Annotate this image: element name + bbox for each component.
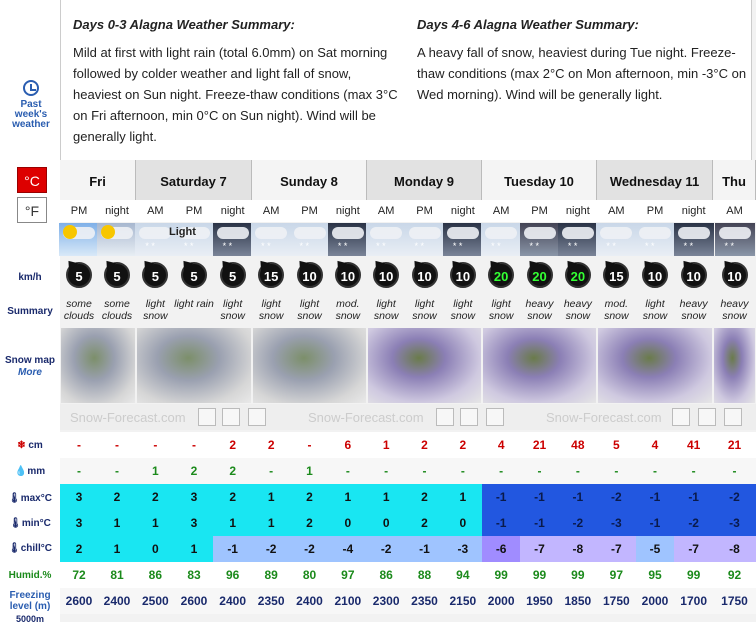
period-label: AM	[147, 205, 164, 217]
period-label: night	[450, 205, 475, 217]
sun-toggle-icon[interactable]	[248, 408, 266, 426]
weather-summary-cell: light snow	[373, 298, 399, 322]
humid-cell: 97	[609, 568, 623, 582]
rain-mm-cell: 2	[190, 464, 198, 478]
summary-days-4-6	[417, 14, 747, 105]
day-header: Sunday 8	[252, 160, 367, 200]
thermometer-icon: 🌡	[8, 493, 21, 504]
rain-mm-cell: -	[732, 464, 737, 478]
weather-summary-cell: light rain	[174, 298, 214, 310]
max-c-cell: 3	[190, 490, 198, 504]
max-c-cell: 1	[267, 490, 275, 504]
partly-cloudy-icon	[59, 223, 99, 256]
chill-c-cell: -1	[419, 542, 430, 556]
max-c-cell: 2	[421, 490, 428, 504]
period-label: AM	[726, 205, 743, 217]
freezing-cell: 1750	[721, 594, 748, 608]
wind-speed-cell	[675, 262, 713, 290]
period-label: night	[105, 205, 129, 217]
rain-mm-cell: -	[653, 464, 657, 478]
chill-c-cell: 1	[113, 542, 121, 556]
watermark-text: Snow-Forecast.com	[70, 410, 186, 425]
humid-row	[60, 562, 756, 588]
wind-arrow-icon: 5	[181, 262, 207, 288]
wind-speed-cell	[252, 262, 290, 290]
raindrop-icon: 💧	[14, 466, 28, 477]
snow-cloud-icon: * *	[290, 223, 330, 256]
min-c-cell: 2	[421, 516, 428, 530]
rain-mm-cell: -	[575, 464, 580, 478]
period-label: night	[565, 205, 590, 217]
summary-days-4-6-text: A heavy fall of snow, heaviest during Tue night. Freeze-thaw conditions (max 2°C on Mon afternoon, min -3°C on Wed morning). Wind will be generally light.	[417, 45, 747, 102]
humid-cell: 96	[225, 568, 240, 582]
wind-speed-cell	[521, 262, 559, 290]
snow-cloud-icon: * *	[251, 223, 291, 256]
rain-mm-cell: -	[422, 464, 427, 478]
min-c-row	[60, 510, 756, 536]
snow-cloud-icon: * *	[558, 223, 598, 256]
rain-mm-cell: -	[115, 464, 119, 478]
wind-speed-cell	[636, 262, 674, 290]
snow-cm-cell: 6	[344, 438, 352, 452]
wind-speed-cell	[329, 262, 367, 290]
freezing-level-label: Freezing level (m)	[9, 590, 51, 612]
wind-arrow-icon: 15	[603, 262, 629, 288]
max-c-cell: 2	[113, 490, 121, 504]
humid-cell: 80	[302, 568, 317, 582]
humid-cell: 81	[110, 568, 124, 582]
chill-c-cell: -6	[495, 542, 507, 556]
rain-mm-cell: -	[614, 464, 619, 478]
snow-cm-cell: -	[77, 438, 81, 452]
weather-summary-cell: heavy snow	[563, 298, 592, 322]
chill-c-cell: -2	[304, 542, 315, 556]
wind-speed-cell	[597, 262, 635, 290]
wind-speed-cell	[214, 262, 252, 290]
min-c-cell: 1	[229, 516, 236, 530]
max-c-cell: -1	[572, 490, 584, 504]
wind-speed-cell	[444, 262, 482, 290]
chill-c-cell: -1	[227, 542, 238, 556]
chill-c-cell: -4	[342, 542, 354, 556]
light-rain-label: Light	[169, 226, 196, 238]
partly-cloudy-icon	[97, 223, 137, 256]
wind-speed-cell	[367, 262, 405, 290]
rain-mm-text: mm	[27, 466, 46, 477]
snow-map-label: Snow map	[4, 355, 55, 366]
snow-cloud-icon: * *	[366, 223, 406, 256]
max-temp-label	[0, 493, 60, 504]
wind-arrow-icon: 5	[220, 262, 246, 288]
snow-cm-cell: -	[115, 438, 119, 452]
day-header: Saturday 7	[136, 160, 252, 200]
freezing-cell: 2400	[296, 594, 323, 608]
snow-cloud-icon: * *	[481, 223, 521, 256]
min-c-cell: 0	[382, 516, 390, 530]
snow-map-image[interactable]	[368, 328, 481, 403]
wind-speed-cell	[716, 262, 754, 290]
humid-cell: 99	[532, 568, 547, 582]
freezing-cell: 1700	[680, 594, 707, 608]
celsius-toggle[interactable]: °C	[17, 167, 47, 193]
snow-cm-cell: 1	[382, 438, 390, 452]
snow-cm-cell: 2	[267, 438, 275, 452]
min-temp-text: min°C	[21, 518, 51, 529]
weather-summary-cell: mod. snow	[335, 298, 361, 322]
max-c-cell: -2	[729, 490, 740, 504]
max-c-cell: -1	[534, 490, 545, 504]
rain-mm-cell: -	[499, 464, 504, 478]
period-label: PM	[416, 205, 433, 217]
weather-summary-cell: heavy snow	[720, 298, 749, 322]
snow-map-image[interactable]	[483, 328, 596, 403]
weather-summary-cell: heavy snow	[525, 298, 554, 322]
humid-cell: 99	[494, 568, 508, 582]
wind-arrow-icon: 5	[142, 262, 168, 288]
wind-arrow-icon: 10	[335, 262, 361, 288]
snow-map-image[interactable]	[598, 328, 712, 403]
period-label: AM	[262, 205, 280, 217]
freezing-cell: 2500	[141, 594, 169, 608]
replay-icon[interactable]	[436, 408, 454, 426]
max-c-cell: 3	[75, 490, 83, 504]
snow-cloud-icon: * *	[635, 223, 675, 256]
humid-cell: 92	[727, 568, 742, 582]
summary-days-4-6-title: Days 4-6 Alagna Weather Summary:	[417, 17, 639, 32]
rain-mm-cell: -	[537, 464, 542, 478]
chill-temp-text: chill°C	[20, 543, 52, 554]
min-c-cell: 2	[306, 516, 313, 530]
past-weather-link[interactable]	[6, 80, 56, 130]
wind-speed-cell	[406, 262, 444, 290]
chill-c-cell: -2	[265, 542, 277, 556]
wind-unit-label: km/h	[18, 272, 42, 283]
humid-cell: 99	[571, 568, 585, 582]
snow-map-more-link[interactable]: More	[18, 367, 42, 378]
wind-speed-cell	[559, 262, 597, 290]
snow-cloud-icon: * *	[213, 223, 253, 256]
period-label: night	[220, 205, 245, 217]
wind-speed-cell	[136, 262, 174, 290]
freezing-cell: 2400	[103, 594, 131, 608]
humid-cell: 95	[648, 568, 662, 582]
watermark-text: Snow-Forecast.com	[546, 410, 662, 425]
wind-speed-cell	[175, 262, 213, 290]
min-c-cell: -1	[495, 516, 507, 530]
min-temp-label	[0, 518, 60, 529]
max-c-cell: 1	[344, 490, 352, 504]
summary-days-0-3-title: Days 0-3 Alagna Weather Summary:	[73, 17, 295, 32]
chill-temp-label	[0, 543, 60, 554]
max-c-cell: 2	[306, 490, 313, 504]
chill-c-cell: -2	[380, 542, 392, 556]
chill-c-cell: -3	[457, 542, 469, 556]
max-c-cell: -2	[610, 490, 622, 504]
humid-cell: 88	[417, 568, 432, 582]
max-c-cell: 2	[151, 490, 159, 504]
snow-cloud-icon: * *	[674, 223, 714, 256]
wind-arrow-icon: 10	[642, 262, 668, 288]
wind-arrow-icon: 10	[373, 262, 399, 288]
wind-arrow-icon: 20	[488, 262, 514, 288]
snow-cm-cell: 2	[459, 438, 467, 452]
replay-icon[interactable]	[460, 408, 478, 426]
weather-summary-cell: light snow	[412, 298, 437, 322]
chill-c-cell: -7	[534, 542, 545, 556]
freezing-cell: 2150	[449, 594, 477, 608]
humid-cell: 99	[686, 568, 701, 582]
weather-summary-cell: light snow	[297, 298, 322, 322]
summary-label: Summary	[7, 306, 53, 317]
min-c-cell: -2	[572, 516, 584, 530]
freezing-cell: 2100	[334, 594, 362, 608]
wind-arrow-icon: 20	[527, 262, 553, 288]
snow-cloud-icon: * *	[443, 223, 483, 256]
weather-summary-cell: heavy snow	[679, 298, 708, 322]
wind-speed-cell	[482, 262, 520, 290]
freezing-cell: 1950	[526, 594, 553, 608]
snow-map-image[interactable]	[61, 328, 135, 403]
replay-icon[interactable]	[198, 408, 216, 426]
rain-mm-row	[60, 458, 756, 484]
rain-mm-cell: 2	[229, 464, 236, 478]
snow-cloud-icon: * *	[520, 223, 560, 256]
replay-icon[interactable]	[672, 408, 690, 426]
min-c-cell: 1	[267, 516, 275, 530]
weather-summary-cell: light snow	[450, 298, 476, 322]
freezing-cell: 1750	[602, 594, 630, 608]
humid-cell: 97	[341, 568, 355, 582]
rain-mm-cell: -	[384, 464, 389, 478]
freezing-cell: 2000	[641, 594, 669, 608]
wind-arrow-icon: 5	[66, 262, 92, 288]
past-weather-label: Past week's weather	[12, 99, 50, 130]
rain-mm-cell: 1	[151, 464, 159, 478]
rain-mm-cell: -	[345, 464, 350, 478]
rain-mm-cell: -	[460, 464, 465, 478]
period-label: PM	[646, 205, 664, 217]
freezing-cell: 2000	[487, 594, 515, 608]
chill-c-cell: 1	[190, 542, 198, 556]
humidity-label: Humid.%	[8, 570, 52, 581]
wind-speed-cell	[60, 262, 98, 290]
weather-summary-cell: light snow	[220, 298, 245, 322]
min-c-cell: 3	[190, 516, 198, 530]
max-c-cell: 2	[229, 490, 236, 504]
sun-toggle-icon[interactable]	[724, 408, 742, 426]
max-c-cell: -1	[495, 490, 507, 504]
snow-cm-cell: -	[192, 438, 196, 452]
wind-speed-cell	[98, 262, 136, 290]
period-label: PM	[185, 205, 203, 217]
snow-cm-cell: 41	[686, 438, 701, 452]
chill-c-cell: 2	[75, 542, 83, 556]
snow-cm-cell: 2	[421, 438, 428, 452]
min-c-cell: 0	[344, 516, 352, 530]
max-c-cell: -1	[649, 490, 661, 504]
snow-cm-text: cm	[28, 440, 43, 451]
period-label: night	[681, 205, 706, 217]
snow-cloud-icon: * *	[715, 223, 755, 256]
humid-cell: 86	[148, 568, 162, 582]
max-c-cell: 1	[459, 490, 467, 504]
freezing-cell: 2350	[257, 594, 285, 608]
min-c-cell: 1	[113, 516, 121, 530]
wind-arrow-icon: 15	[258, 262, 284, 288]
snowflake-icon: ❄	[17, 440, 29, 451]
chill-c-cell: -8	[572, 542, 584, 556]
weather-summary-cell: light snow	[258, 298, 284, 322]
humid-cell: 94	[456, 568, 470, 582]
rain-mm-cell: -	[77, 464, 81, 478]
snow-cm-cell: -	[153, 438, 158, 452]
snow-cm-cell: 21	[532, 438, 547, 452]
map-controls-band	[60, 404, 756, 430]
humid-cell: 86	[379, 568, 393, 582]
freezing-cell: 2400	[219, 594, 246, 608]
humid-cell: 72	[72, 568, 86, 582]
day-header: Wednesday 11	[597, 160, 713, 200]
snow-cm-cell: 5	[612, 438, 620, 452]
min-c-cell: -3	[729, 516, 740, 530]
replay-icon[interactable]	[698, 408, 716, 426]
rain-mm-cell: -	[691, 464, 696, 478]
rain-mm-cell: 1	[306, 464, 313, 478]
humid-cell: 89	[264, 568, 278, 582]
max-c-cell: 1	[382, 490, 390, 504]
day-header: Thu	[713, 160, 756, 200]
summary-days-0-3	[73, 14, 403, 147]
weather-summary-panel	[60, 0, 752, 160]
freezing-row	[60, 588, 756, 614]
period-label: night	[335, 205, 360, 217]
chill-c-row	[60, 536, 756, 562]
min-c-cell: 0	[459, 516, 467, 530]
min-c-cell: 3	[75, 516, 83, 530]
day-header: Monday 9	[367, 160, 482, 200]
rain-mm-cell: -	[269, 464, 274, 478]
snow-cm-label	[0, 440, 60, 451]
wind-arrow-icon: 10	[297, 262, 323, 288]
chill-c-cell: -8	[729, 542, 740, 556]
chill-c-cell: -7	[688, 542, 699, 556]
humid-cell: 83	[187, 568, 201, 582]
chill-c-cell: 0	[151, 542, 159, 556]
watermark-text: Snow-Forecast.com	[308, 410, 424, 425]
wind-arrow-icon: 10	[412, 262, 438, 288]
weather-summary-cell: light snow	[143, 298, 168, 322]
wind-arrow-icon: 10	[681, 262, 707, 288]
wind-arrow-icon: 20	[565, 262, 591, 288]
snow-map-image[interactable]	[714, 328, 755, 403]
forecast-table	[60, 160, 756, 622]
period-label: AM	[377, 205, 395, 217]
snow-cm-cell: 21	[727, 438, 742, 452]
snow-cloud-icon: * *	[135, 223, 175, 256]
snow-cm-cell: 4	[497, 438, 505, 452]
freezing-cell: 2300	[372, 594, 400, 608]
snow-cm-row	[60, 432, 756, 458]
freezing-cell: 2350	[411, 594, 438, 608]
clock-icon	[23, 80, 39, 96]
weather-summary-cell: light snow	[642, 298, 668, 322]
max-temp-text: max°C	[20, 493, 52, 504]
weather-summary-cell: mod. snow	[604, 298, 629, 322]
freezing-cell: 2600	[180, 594, 208, 608]
day-header: Fri	[60, 160, 136, 200]
snow-cm-cell: 4	[651, 438, 659, 452]
chill-c-cell: -5	[649, 542, 661, 556]
max-c-cell: -1	[688, 490, 699, 504]
wind-speed-cell	[291, 262, 329, 290]
wind-arrow-icon: 10	[450, 262, 476, 288]
period-label: PM	[301, 205, 318, 217]
weather-summary-cell: some clouds	[63, 298, 95, 322]
min-c-cell: 1	[151, 516, 159, 530]
period-label: AM	[492, 205, 510, 217]
snow-cloud-icon: * *	[174, 223, 214, 256]
thermometer-icon: 🌡	[8, 543, 21, 554]
row-labels-column	[0, 0, 60, 622]
period-label: PM	[70, 205, 88, 217]
min-c-cell: -3	[610, 516, 622, 530]
wind-arrow-icon: 10	[722, 262, 748, 288]
snow-cloud-icon: * *	[596, 223, 636, 256]
rain-mm-label	[0, 466, 60, 477]
freezing-cell: 1850	[564, 594, 592, 608]
min-c-cell: -1	[649, 516, 661, 530]
wind-arrow-icon: 5	[104, 262, 130, 288]
chill-c-cell: -7	[610, 542, 622, 556]
thermometer-icon: 🌡	[9, 518, 22, 529]
freezing-cell: 2600	[65, 594, 93, 608]
snow-map-image[interactable]	[137, 328, 251, 403]
weather-summary-cell: some clouds	[101, 298, 133, 322]
min-c-cell: -2	[688, 516, 699, 530]
snow-cloud-icon: * *	[328, 223, 368, 256]
replay-icon[interactable]	[222, 408, 240, 426]
snow-cloud-icon: * *	[405, 223, 445, 256]
min-c-cell: -1	[534, 516, 545, 530]
fahrenheit-toggle[interactable]: °F	[17, 197, 47, 223]
snow-cm-cell: -	[307, 438, 312, 452]
summary-days-0-3-text: Mild at first with light rain (total 6.0mm) on Sat morning followed by colder weather and light fall of snow, heaviest on Sun night. Freeze-thaw conditions (max 3°C on Fri afternoon, min 0°C on Sun night). Wind will be generally light.	[73, 45, 398, 144]
period-label: AM	[608, 205, 625, 217]
sun-toggle-icon[interactable]	[486, 408, 504, 426]
max-c-row	[60, 484, 756, 510]
snow-cm-cell: 2	[229, 438, 236, 452]
snow-cm-cell: 48	[571, 438, 585, 452]
snow-map-image[interactable]	[253, 328, 366, 403]
freezing-5000-label: 5000m	[15, 614, 45, 622]
period-label: PM	[531, 205, 548, 217]
weather-summary-cell: light snow	[488, 298, 514, 322]
day-header: Tuesday 10	[482, 160, 597, 200]
